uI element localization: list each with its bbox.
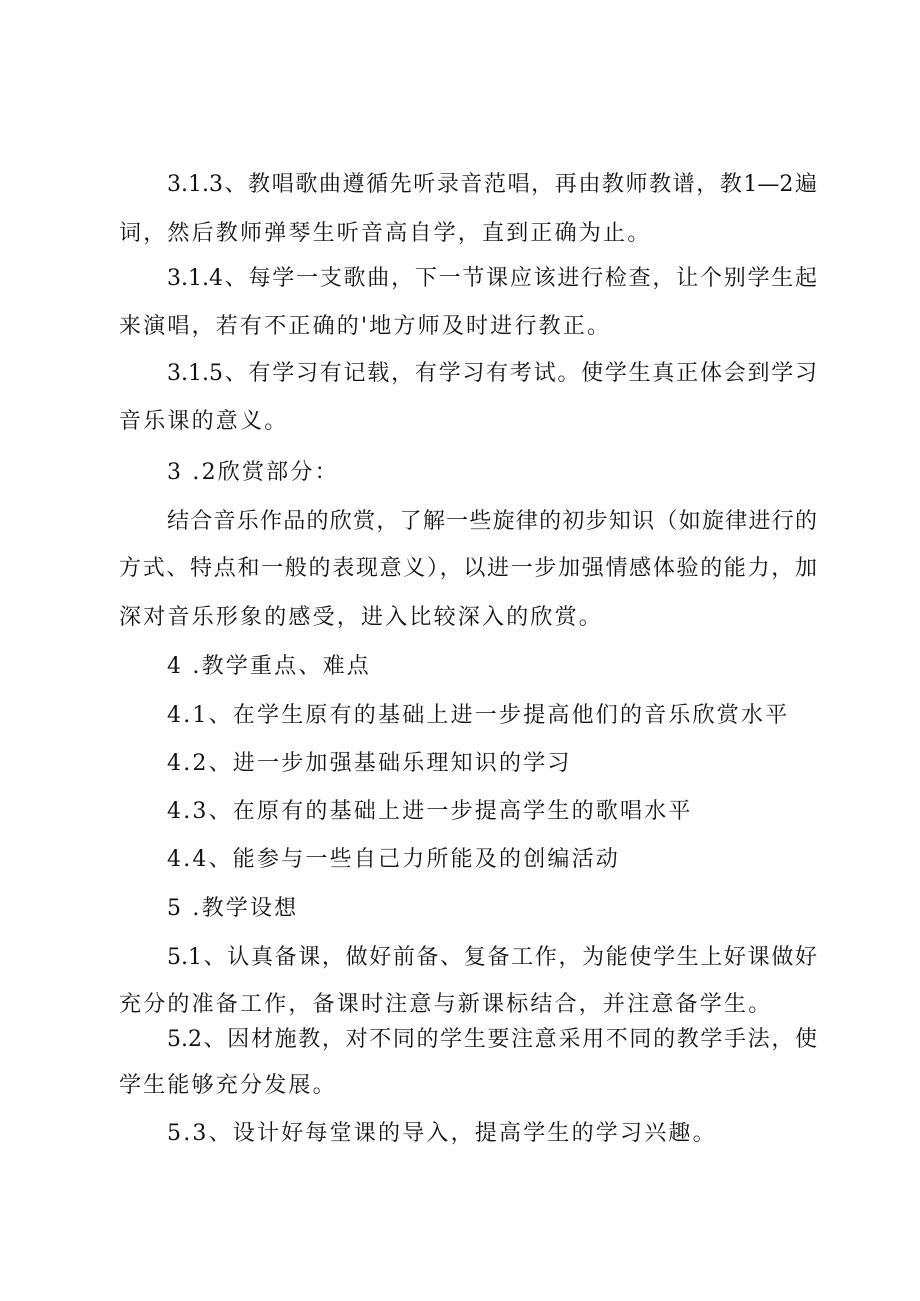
paragraph-5-1-line-2: 充分的准备工作，备课时注意与新课标结合，并注意备学生。 [119, 992, 773, 1017]
item-4-1: 4.1、在学生原有的基础上进一步提高他们的音乐欣赏水平 [167, 703, 790, 728]
paragraph-5-1-line-1: 5.1、认真备课，做好前备、复备工作，为能使学生上好课做好 [167, 945, 817, 970]
paragraph-5-2-line-1: 5.2、因材施教，对不同的学生要注意采用不同的教学手法，使 [167, 1027, 817, 1052]
paragraph-appreciation-line-3: 深对音乐形象的感受，进入比较深入的欣赏。 [119, 605, 604, 630]
section-5-heading: 5 .教学设想 [167, 896, 299, 921]
paragraph-3-1-3-line-2: 词，然后教师弹琴生听音高自学，直到正确为止。 [119, 221, 652, 246]
paragraph-5-2-line-2: 学生能够充分发展。 [119, 1073, 337, 1098]
item-4-4: 4.4、能参与一些自己力所能及的创编活动 [167, 847, 620, 872]
paragraph-appreciation-line-1: 结合音乐作品的欣赏，了解一些旋律的初步知识（如旋律进行的 [167, 509, 817, 534]
paragraph-3-1-4-line-1: 3.1.4、每学一支歌曲，下一节课应该进行检查，让个别学生起 [167, 266, 817, 291]
item-4-2: 4.2、进一步加强基础乐理知识的学习 [167, 751, 572, 776]
paragraph-appreciation-line-2: 方式、特点和一般的表现意义），以进一步加强情感体验的能力，加 [119, 556, 817, 581]
paragraph-3-1-3-line-1: 3.1.3、教唱歌曲遵循先听录音范唱，再由教师教谱，教1—2遍 [167, 172, 817, 197]
paragraph-3-1-5-line-2: 音乐课的意义。 [119, 409, 289, 434]
item-4-3: 4.3、在原有的基础上进一步提高学生的歌唱水平 [167, 799, 693, 824]
paragraph-5-3: 5.3、设计好每堂课的导入，提高学生的学习兴趣。 [167, 1121, 717, 1146]
section-4-heading: 4 .教学重点、难点 [167, 654, 371, 679]
section-3-2-heading: 3 .2欣赏部分： [167, 460, 339, 485]
paragraph-3-1-5-line-1: 3.1.5、有学习有记载，有学习有考试。使学生真正体会到学习 [167, 361, 817, 386]
paragraph-3-1-4-line-2: 来演唱，若有不正确的'地方师及时进行教正。 [119, 314, 612, 339]
